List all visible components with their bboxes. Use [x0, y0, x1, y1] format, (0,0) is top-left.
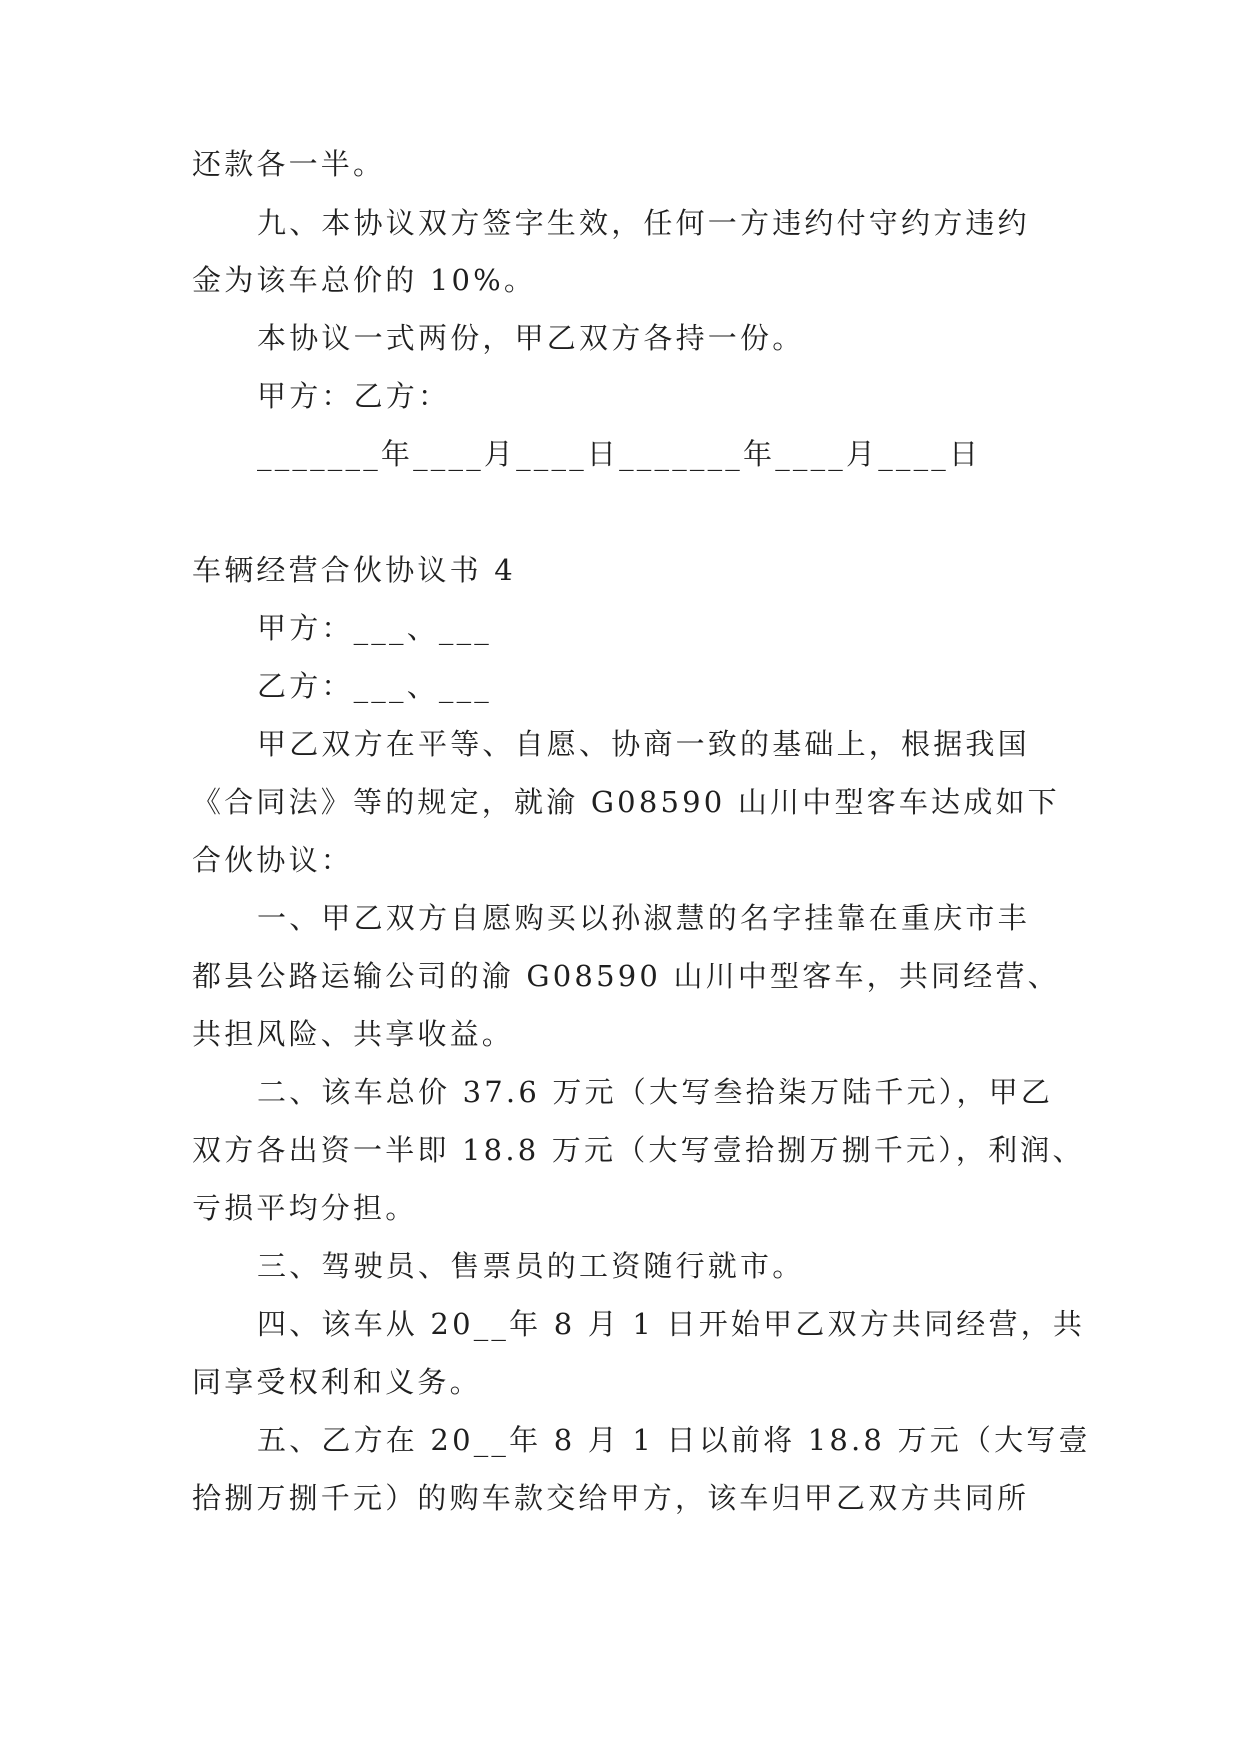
text-line: 九、本协议双方签字生效，任何一方违约付守约方违约	[257, 206, 1030, 240]
text-line: 共担风险、共享收益。	[192, 1017, 515, 1051]
party-a-line: 甲方：___、___	[257, 611, 493, 645]
text-line: 拾捌万捌千元）的购车款交给甲方，该车归甲乙双方共同所	[192, 1481, 1030, 1515]
text-line: 金为该车总价的 10%。	[192, 263, 537, 297]
text-line: 同享受权利和义务。	[192, 1365, 482, 1399]
text-line: 都县公路运输公司的渝 G08590 山川中型客车，共同经营、	[192, 959, 1060, 993]
date-signature-line: _______年____月____日_______年____月____日	[257, 437, 982, 471]
text-line: 二、该车总价 37.6 万元（大写叁拾柒万陆千元），甲乙	[257, 1075, 1054, 1109]
text-line: 五、乙方在 20__年 8 月 1 日以前将 18.8 万元（大写壹	[257, 1423, 1091, 1457]
party-b-line: 乙方：___、___	[257, 669, 493, 703]
text-line: 双方各出资一半即 18.8 万元（大写壹拾捌万捌千元），利润、	[192, 1133, 1085, 1167]
text-line: 一、甲乙双方自愿购买以孙淑慧的名字挂靠在重庆市丰	[257, 901, 1030, 935]
text-line: 《合同法》等的规定，就渝 G08590 山川中型客车达成如下	[192, 785, 1060, 819]
text-line: 亏损平均分担。	[192, 1191, 418, 1225]
text-line: 本协议一式两份，甲乙双方各持一份。	[257, 321, 805, 355]
text-line: 甲方：乙方：	[257, 379, 451, 413]
text-line: 四、该车从 20__年 8 月 1 日开始甲乙双方共同经营，共	[257, 1307, 1086, 1341]
section-title: 车辆经营合伙协议书 4	[192, 553, 516, 587]
text-line: 合伙协议：	[192, 843, 354, 877]
text-line: 还款各一半。	[192, 147, 386, 181]
text-line: 甲乙双方在平等、自愿、协商一致的基础上，根据我国	[257, 727, 1030, 761]
text-line: 三、驾驶员、售票员的工资随行就市。	[257, 1249, 805, 1283]
